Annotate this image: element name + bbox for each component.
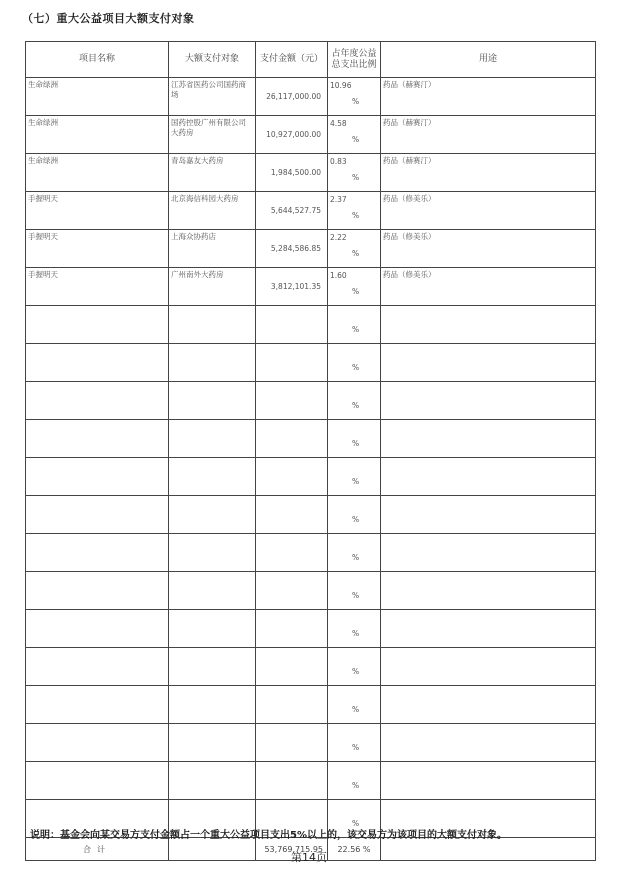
percent-sign: % [352, 515, 360, 524]
payee-cell: 北京海信科园大药房 [169, 192, 256, 230]
table-row [26, 116, 596, 154]
ratio-cell [328, 192, 381, 230]
percent-sign: % [352, 97, 360, 106]
percent-sign: % [352, 629, 360, 638]
payee-cell [169, 724, 256, 762]
percent-sign: % [352, 819, 360, 828]
header-payee: 大额支付对象 [169, 42, 256, 78]
project-name-cell [26, 686, 169, 724]
usage-cell [381, 382, 596, 420]
percent-sign: % [352, 667, 360, 676]
ratio-cell [328, 230, 381, 268]
project-name-cell: 生命绿洲 [26, 116, 169, 154]
project-name-cell: 生命绿洲 [26, 154, 169, 192]
usage-cell [381, 572, 596, 610]
usage-cell [381, 534, 596, 572]
payee-cell: 广州南外大药房 [169, 268, 256, 306]
project-name-cell [26, 610, 169, 648]
table-row [26, 420, 596, 458]
ratio-cell [328, 306, 381, 344]
table-row [26, 762, 596, 800]
amount-cell: 1,984,500.00 [256, 154, 328, 192]
payee-cell [169, 496, 256, 534]
percent-sign: % [352, 325, 360, 334]
ratio-value: 10.96 [330, 81, 352, 90]
ratio-cell [328, 648, 381, 686]
ratio-cell [328, 420, 381, 458]
usage-cell [381, 420, 596, 458]
amount-cell: 5,284,586.85 [256, 230, 328, 268]
ratio-value: 0.83 [330, 157, 347, 166]
payee-cell: 青岛嘉友大药房 [169, 154, 256, 192]
table-row [26, 724, 596, 762]
payments-table [25, 41, 596, 861]
table-row [26, 230, 596, 268]
payee-cell [169, 534, 256, 572]
percent-sign: % [352, 401, 360, 410]
amount-cell [256, 762, 328, 800]
usage-cell [381, 724, 596, 762]
table-row [26, 192, 596, 230]
ratio-cell [328, 724, 381, 762]
ratio-cell [328, 686, 381, 724]
usage-cell: 药品（修美乐） [381, 268, 596, 306]
project-name-cell [26, 420, 169, 458]
percent-sign: % [352, 173, 360, 182]
usage-cell [381, 496, 596, 534]
ratio-value: 2.22 [330, 233, 347, 242]
payee-cell [169, 306, 256, 344]
ratio-cell [328, 534, 381, 572]
table-row [26, 154, 596, 192]
amount-cell [256, 306, 328, 344]
amount-cell [256, 572, 328, 610]
project-name-cell [26, 648, 169, 686]
amount-cell [256, 648, 328, 686]
ratio-cell [328, 382, 381, 420]
payee-cell [169, 572, 256, 610]
percent-sign: % [352, 363, 360, 372]
amount-cell: 5,644,527.75 [256, 192, 328, 230]
percent-sign: % [352, 705, 360, 714]
header-usage: 用途 [381, 42, 596, 78]
ratio-cell [328, 458, 381, 496]
table-row [26, 344, 596, 382]
table-row [26, 496, 596, 534]
payee-cell [169, 610, 256, 648]
project-name-cell [26, 306, 169, 344]
usage-cell [381, 458, 596, 496]
table-row [26, 306, 596, 344]
total-ratio: 22.56 % [328, 838, 381, 861]
project-name-cell: 手握明天 [26, 230, 169, 268]
header-project: 项目名称 [26, 42, 169, 78]
ratio-cell [328, 496, 381, 534]
percent-sign: % [352, 743, 360, 752]
percent-sign: % [352, 439, 360, 448]
table-row [26, 78, 596, 116]
ratio-cell [328, 154, 381, 192]
amount-cell [256, 344, 328, 382]
project-name-cell [26, 496, 169, 534]
ratio-cell [328, 762, 381, 800]
percent-sign: % [352, 477, 360, 486]
ratio-value: 2.37 [330, 195, 347, 204]
usage-cell [381, 762, 596, 800]
amount-cell: 26,117,000.00 [256, 78, 328, 116]
percent-sign: % [352, 211, 360, 220]
project-name-cell [26, 724, 169, 762]
usage-cell [381, 686, 596, 724]
payee-cell [169, 762, 256, 800]
table-row [26, 458, 596, 496]
header-amount: 支付金额（元） [256, 42, 328, 78]
project-name-cell: 手握明天 [26, 192, 169, 230]
project-name-cell [26, 762, 169, 800]
project-name-cell [26, 458, 169, 496]
total-amount: 53,769,715.95 [256, 838, 328, 861]
usage-cell: 药品（赫赛汀） [381, 154, 596, 192]
amount-cell: 3,812,101.35 [256, 268, 328, 306]
project-name-cell [26, 382, 169, 420]
payee-cell: 国药控股广州有限公司大药房 [169, 116, 256, 154]
header-ratio: 占年度公益总支出比例 [328, 42, 381, 78]
amount-cell [256, 382, 328, 420]
amount-cell [256, 610, 328, 648]
table-row [26, 648, 596, 686]
usage-cell: 药品（修美乐） [381, 192, 596, 230]
amount-cell [256, 724, 328, 762]
project-name-cell [26, 534, 169, 572]
ratio-value: 4.58 [330, 119, 347, 128]
table-row [26, 686, 596, 724]
usage-cell [381, 306, 596, 344]
payee-cell [169, 420, 256, 458]
usage-cell: 药品（赫赛汀） [381, 116, 596, 154]
payee-cell [169, 648, 256, 686]
percent-sign: % [352, 591, 360, 600]
amount-cell [256, 686, 328, 724]
table-header-row [26, 42, 596, 78]
percent-sign: % [352, 553, 360, 562]
payee-cell [169, 344, 256, 382]
project-name-cell: 生命绿洲 [26, 78, 169, 116]
project-name-cell: 手握明天 [26, 268, 169, 306]
payee-cell: 江苏省医药公司国药商场 [169, 78, 256, 116]
total-label: 合计 [26, 838, 169, 861]
ratio-cell [328, 78, 381, 116]
amount-cell [256, 420, 328, 458]
usage-cell [381, 610, 596, 648]
footnote: 说明：基金会向某交易方支付金额占一个重大公益项目支出5%以上的，该交易方为该项目的大额支付对象。 [30, 830, 507, 841]
ratio-cell [328, 344, 381, 382]
ratio-cell [328, 268, 381, 306]
project-name-cell [26, 572, 169, 610]
percent-sign: % [352, 287, 360, 296]
ratio-cell [328, 610, 381, 648]
percent-sign: % [352, 135, 360, 144]
usage-cell: 药品（赫赛汀） [381, 78, 596, 116]
table-row [26, 382, 596, 420]
table-row [26, 268, 596, 306]
percent-sign: % [352, 781, 360, 790]
table-row [26, 610, 596, 648]
ratio-value: 1.60 [330, 271, 347, 280]
ratio-cell [328, 116, 381, 154]
section-title: （七）重大公益项目大额支付对象 [22, 12, 195, 25]
table-row [26, 572, 596, 610]
amount-cell [256, 496, 328, 534]
table-row [26, 534, 596, 572]
page-number: 第14页 [291, 851, 327, 864]
payee-cell: 上海众协药店 [169, 230, 256, 268]
amount-cell [256, 458, 328, 496]
payee-cell [169, 686, 256, 724]
payee-cell [169, 382, 256, 420]
amount-cell: 10,927,000.00 [256, 116, 328, 154]
usage-cell: 药品（修美乐） [381, 230, 596, 268]
usage-cell [381, 344, 596, 382]
amount-cell [256, 534, 328, 572]
project-name-cell [26, 344, 169, 382]
ratio-cell [328, 572, 381, 610]
payee-cell [169, 458, 256, 496]
usage-cell [381, 648, 596, 686]
percent-sign: % [352, 249, 360, 258]
